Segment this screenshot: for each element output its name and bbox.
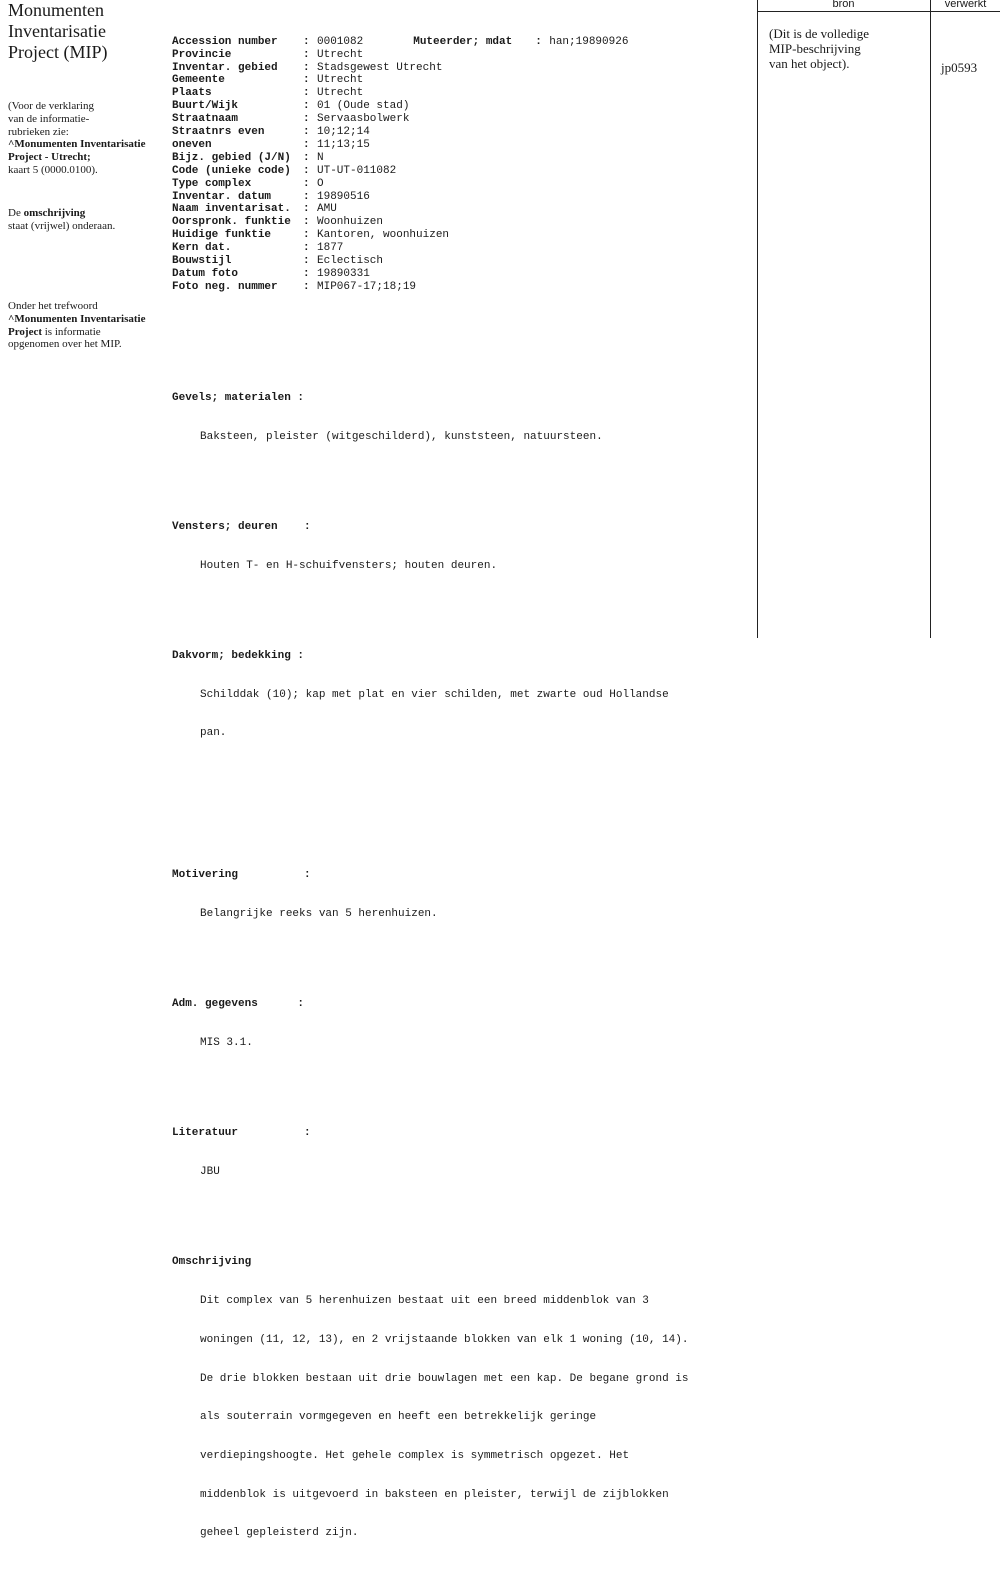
field-colon: : — [303, 35, 310, 48]
field-colon: : — [303, 48, 310, 61]
record-field — [172, 139, 752, 152]
record-field — [172, 216, 752, 229]
title-line-1: Monumenten — [8, 0, 104, 20]
section-head: Vensters; deuren : — [172, 521, 311, 533]
field-colon: : — [303, 267, 310, 280]
note1-line-1: (Voor de verklaring — [8, 100, 94, 112]
note2-bold: omschrijving — [23, 207, 86, 219]
field-key: oneven — [172, 138, 212, 151]
table-border-left — [757, 0, 758, 638]
record-field — [172, 113, 752, 126]
section-line: geheel gepleisterd zijn. — [200, 1527, 359, 1540]
section-line: JBU — [200, 1166, 220, 1179]
section-line: middenblok is uitgevoerd in baksteen en pleister, terwijl de zijblokken — [200, 1488, 669, 1501]
bron-cell — [769, 26, 929, 71]
field-key: Bijz. gebied (J/N) — [172, 151, 291, 164]
note1-line-3: rubrieken zie: — [8, 125, 69, 138]
record-field — [172, 255, 752, 268]
field-key: Buurt/Wijk — [172, 100, 239, 113]
record-field — [172, 203, 752, 216]
note-omschrijving — [8, 207, 168, 233]
field-colon: : — [303, 126, 310, 139]
section-head: Literatuur : — [172, 1127, 311, 1140]
field-key: Datum foto — [172, 267, 239, 280]
note3-bold-2: Project — [8, 325, 42, 338]
field-extra-key: Muteerder; mdat — [413, 35, 513, 48]
record-field — [172, 49, 752, 62]
field-colon: : — [303, 113, 310, 126]
record-field — [172, 191, 752, 204]
record-field — [172, 178, 752, 191]
field-value: Kantoren, woonhuizen — [317, 229, 450, 242]
note1-bold-1: ^Monumenten Inventarisatie — [8, 138, 146, 151]
field-key: Naam inventarisat. — [172, 203, 291, 216]
section-head: Motivering : — [172, 869, 311, 882]
verwerkt-cell: jp0593 — [941, 60, 978, 75]
section-head: Adm. gegevens : — [172, 998, 305, 1011]
note1-tail: kaart 5 (0000.0100). — [8, 163, 98, 176]
record-field — [172, 229, 752, 242]
section-literatuur — [172, 1102, 752, 1205]
note-verklaring — [8, 100, 168, 177]
section-head: Dakvorm; bedekking : — [172, 650, 305, 663]
field-value: 19890516 — [317, 190, 370, 203]
field-value: 19890331 — [317, 267, 370, 280]
field-key: Type complex — [172, 177, 252, 190]
annotation-table — [757, 0, 1000, 638]
field-value: N — [317, 151, 324, 164]
record-field — [172, 62, 752, 75]
note2-line-2: staat (vrijwel) onderaan. — [8, 219, 116, 232]
section-line: Houten T- en H-schuifvensters; houten deuren. — [200, 559, 498, 572]
section-adm — [172, 973, 752, 1076]
field-colon: : — [303, 190, 310, 203]
section-gevels — [172, 366, 752, 469]
note3-line-1: Onder het trefwoord — [8, 300, 98, 312]
field-value: 11;13;15 — [317, 138, 370, 151]
field-value: 0001082 — [317, 35, 364, 48]
record-field — [172, 126, 752, 139]
note3-line-4: opgenomen over het MIP. — [8, 338, 122, 351]
record-field — [172, 74, 752, 87]
section-head: Gevels; materialen : — [172, 391, 305, 404]
field-colon: : — [303, 203, 310, 216]
record-field — [172, 242, 752, 255]
field-key: Oorspronk. funktie — [172, 216, 291, 229]
field-colon: : — [303, 151, 310, 164]
bron-line-1: (Dit is de volledige — [769, 26, 870, 41]
field-key: Bouwstijl — [172, 254, 232, 267]
section-motivering — [172, 844, 752, 947]
note1-bold-2: Project - Utrecht; — [8, 151, 91, 164]
bron-line-2: MIP-beschrijving — [769, 41, 861, 56]
note2-pre: De — [8, 207, 24, 219]
note2-line-1 — [8, 207, 168, 220]
title-line-3: Project (MIP) — [8, 42, 108, 62]
section-line: Schilddak (10); kap met plat en vier schilden, met zwarte oud Hollandse — [200, 688, 669, 701]
record-field — [172, 152, 752, 165]
field-key: Code (unieke code) — [172, 164, 291, 177]
field-value: Woonhuizen — [317, 216, 384, 229]
field-value: MIP067-17;18;19 — [317, 280, 417, 293]
section-line: De drie blokken bestaan uit drie bouwlagen met een kap. De begane grond is — [200, 1372, 689, 1385]
field-colon: : — [303, 164, 310, 177]
field-value: 01 (Oude stad) — [317, 100, 410, 113]
field-value: 1877 — [317, 242, 344, 255]
field-key: Huidige funktie — [172, 229, 272, 242]
section-omschrijving — [172, 1231, 752, 1566]
record-body — [172, 10, 752, 1579]
field-key: Straatnrs even — [172, 126, 265, 139]
section-line: pan. — [200, 727, 227, 740]
field-colon: : — [303, 229, 310, 242]
field-key: Inventar. datum — [172, 190, 272, 203]
field-key: Foto neg. nummer — [172, 280, 278, 293]
record-field — [172, 165, 752, 178]
field-value: O — [317, 177, 324, 190]
record-field — [172, 87, 752, 100]
field-key: Provincie — [172, 48, 232, 61]
record-field — [172, 268, 752, 281]
field-key: Gemeente — [172, 74, 225, 87]
field-value: Utrecht — [317, 48, 364, 61]
field-value: AMU — [317, 203, 337, 216]
record-fields — [172, 36, 752, 294]
field-colon: : — [303, 177, 310, 190]
section-head: Omschrijving — [172, 1256, 252, 1269]
field-value: Servaasbolwerk — [317, 113, 410, 126]
note1-line-2: van de informatie- — [8, 112, 90, 125]
section-dakvorm — [172, 624, 752, 766]
table-header-rule — [757, 11, 1000, 12]
field-value: 10;12;14 — [317, 126, 370, 139]
section-line: Dit complex van 5 herenhuizen bestaat uit een breed middenblok van 3 — [200, 1295, 649, 1308]
field-colon: : — [303, 280, 310, 293]
section-line: MIS 3.1. — [200, 1037, 253, 1050]
section-line: verdiepingshoogte. Het gehele complex is symmetrisch opgezet. Het — [200, 1449, 630, 1462]
note-trefwoord — [8, 300, 168, 351]
field-colon: : — [303, 138, 310, 151]
field-colon: : — [303, 87, 310, 100]
title-line-2: Inventarisatie — [8, 21, 106, 41]
col-header-verwerkt: verwerkt — [944, 0, 987, 10]
field-value: UT-UT-011082 — [317, 164, 397, 177]
section-line: als souterrain vormgegeven en heeft een betrekkelijk geringe — [200, 1411, 597, 1424]
section-line: woningen (11, 12, 13), en 2 vrijstaande blokken van elk 1 woning (10, 14). — [200, 1333, 689, 1346]
field-key: Straatnaam — [172, 113, 239, 126]
note3-line-3 — [8, 326, 168, 339]
field-colon: : — [303, 100, 310, 113]
field-key: Plaats — [172, 87, 212, 100]
note3-tail: is informatie — [42, 325, 101, 338]
section-line: Baksteen, pleister (witgeschilderd), kunststeen, natuursteen. — [200, 430, 603, 443]
field-key: Kern dat. — [172, 242, 232, 255]
field-colon: : — [535, 35, 542, 48]
field-value: Stadsgewest Utrecht — [317, 61, 443, 74]
note3-bold-1: ^Monumenten Inventarisatie — [8, 312, 146, 325]
field-extra-value: han;19890926 — [549, 35, 629, 48]
field-value: Utrecht — [317, 87, 364, 100]
section-vensters — [172, 495, 752, 598]
field-colon: : — [303, 61, 310, 74]
left-title — [8, 0, 158, 63]
col-header-bron: bron — [832, 0, 855, 10]
field-colon: : — [303, 216, 310, 229]
record-field — [172, 36, 752, 49]
table-border-middle — [930, 0, 931, 638]
field-value: Eclectisch — [317, 254, 384, 267]
record-field — [172, 100, 752, 113]
field-key: Accession number — [172, 35, 278, 48]
record-field — [172, 281, 752, 294]
field-colon: : — [303, 74, 310, 87]
field-colon: : — [303, 242, 310, 255]
field-value: Utrecht — [317, 74, 364, 87]
field-colon: : — [303, 254, 310, 267]
bron-line-3: van het object). — [769, 56, 850, 71]
section-line: Belangrijke reeks van 5 herenhuizen. — [200, 908, 438, 921]
field-key: Inventar. gebied — [172, 61, 278, 74]
